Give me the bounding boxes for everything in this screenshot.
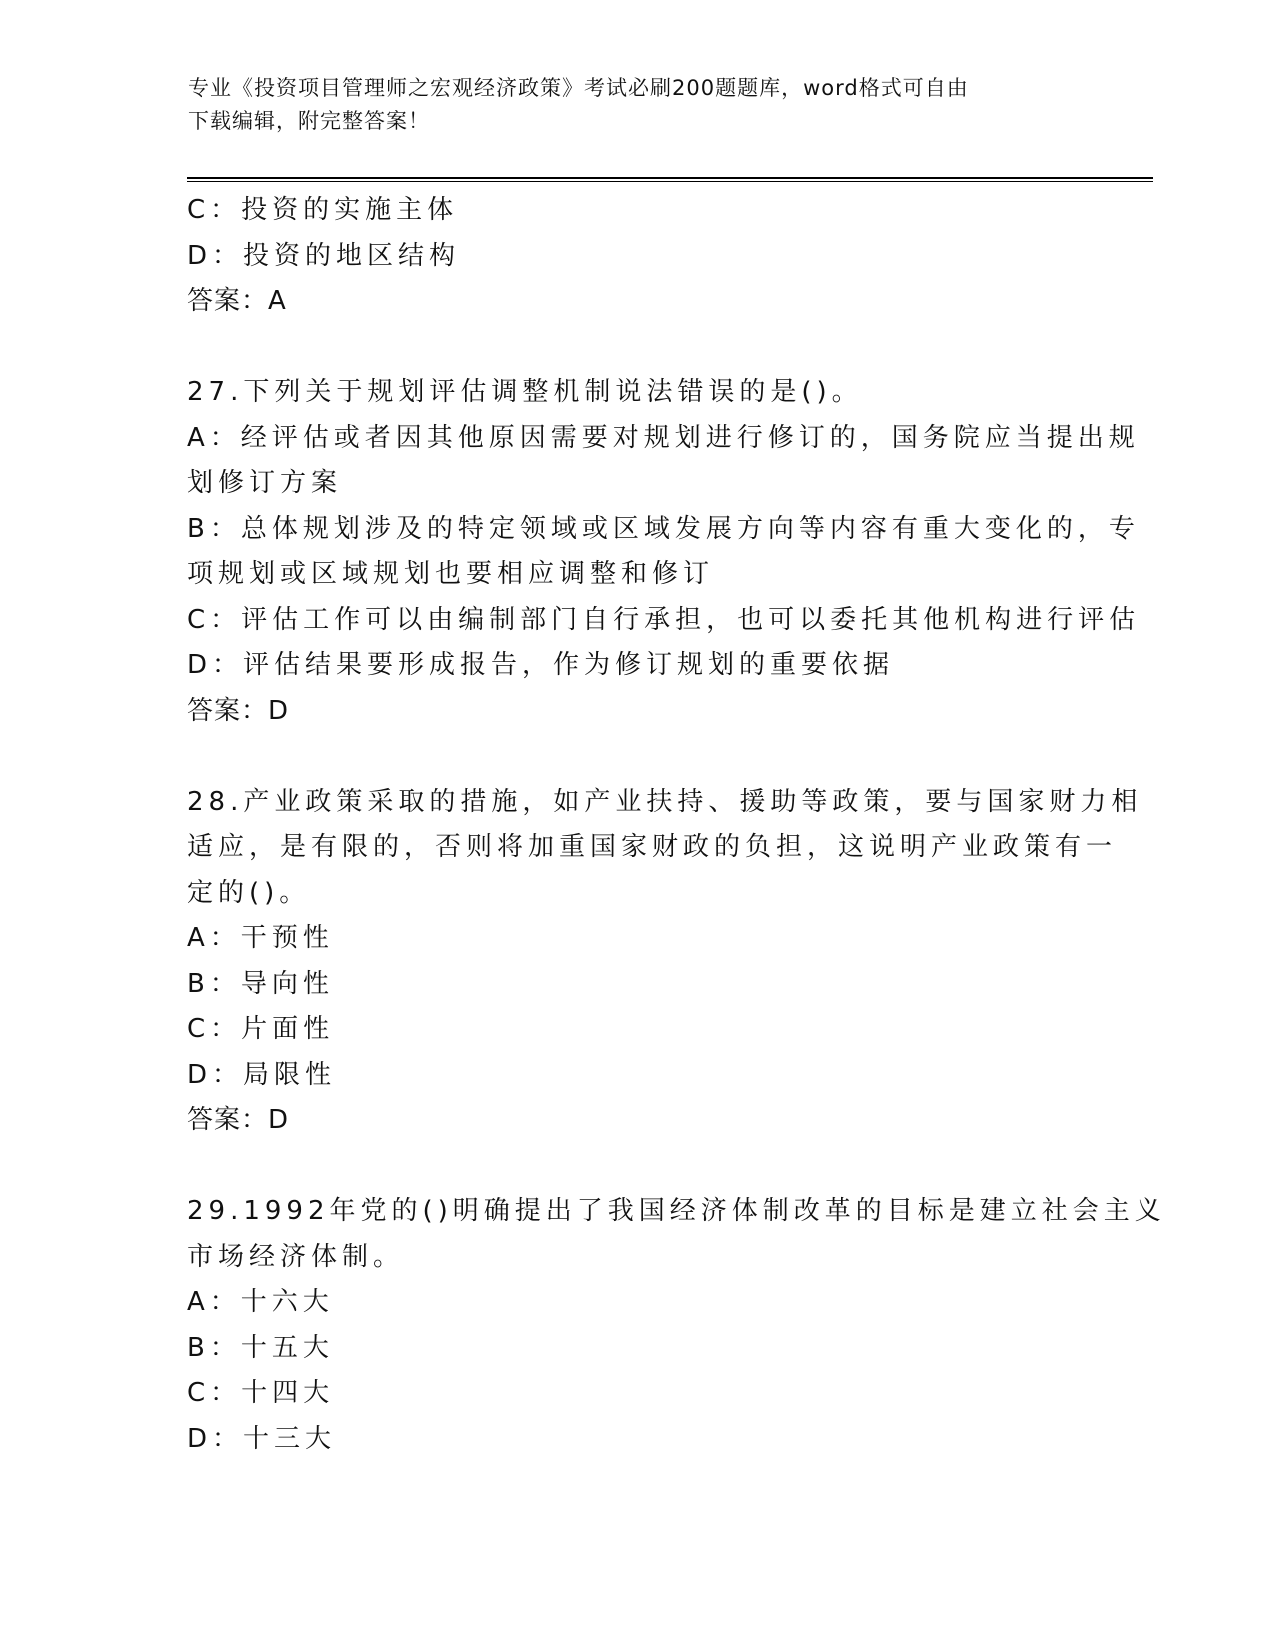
answer: 答案：D <box>187 1105 290 1135</box>
question-stem-cont: 市场经济体制。 <box>187 1241 405 1272</box>
question-stem: 28.产业政策采取的措施，如产业扶持、援助等政策，要与国家财力相 <box>187 786 1143 817</box>
option-a: A：经评估或者因其他原因需要对规划进行修订的，国务院应当提出规 <box>187 422 1140 453</box>
answer: 答案：D <box>187 695 290 726</box>
option-b: B：总体规划涉及的特定领域或区域发展方向等内容有重大变化的，专 <box>187 513 1140 544</box>
question-29 <box>187 1189 1166 1462</box>
option-b-cont: 项规划或区域规划也要相应调整和修订 <box>187 559 715 589</box>
option-b: B：导向性 <box>187 968 334 999</box>
document-header <box>188 72 1068 138</box>
option-c: C：评估工作可以由编制部门自行承担，也可以委托其他机构进行评估 <box>187 604 1141 635</box>
option-c: C：片面性 <box>187 1014 335 1044</box>
option-d: D：局限性 <box>187 1059 337 1090</box>
option-a: A：十六大 <box>187 1287 334 1317</box>
question-27 <box>187 370 1141 734</box>
option-d: D：投资的地区结构 <box>187 240 461 271</box>
header-divider <box>187 177 1153 182</box>
question-stem: 27.下列关于规划评估调整机制说法错误的是()。 <box>187 377 863 407</box>
option-d: D：十三大 <box>187 1423 337 1454</box>
spacer <box>187 325 1087 371</box>
option-a-cont: 划修订方案 <box>187 468 343 498</box>
option-b: B：十五大 <box>187 1332 334 1363</box>
question-stem-cont: 适应，是有限的，否则将加重国家财政的负担，这说明产业政策有一 <box>187 832 1118 862</box>
answer: 答案：A <box>187 286 287 316</box>
option-c: C：十四大 <box>187 1378 335 1408</box>
header-line-2: 下载编辑，附完整答案！ <box>188 109 430 133</box>
option-d: D：评估结果要形成报告，作为修订规划的重要依据 <box>187 650 895 680</box>
option-c: C：投资的实施主体 <box>187 195 459 225</box>
spacer <box>187 734 1087 780</box>
header-line-1: 专业《投资项目管理师之宏观经济政策》考试必刷200题题库，word格式可自由 <box>188 76 969 100</box>
question-28 <box>187 780 1143 1144</box>
question-stem-cont: 定的()。 <box>187 877 311 908</box>
spacer <box>187 1144 1087 1190</box>
option-a: A：干预性 <box>187 923 334 953</box>
question-content <box>187 188 1166 1462</box>
question-stem: 29.1992年党的()明确提出了我国经济体制改革的目标是建立社会主义 <box>187 1196 1166 1226</box>
